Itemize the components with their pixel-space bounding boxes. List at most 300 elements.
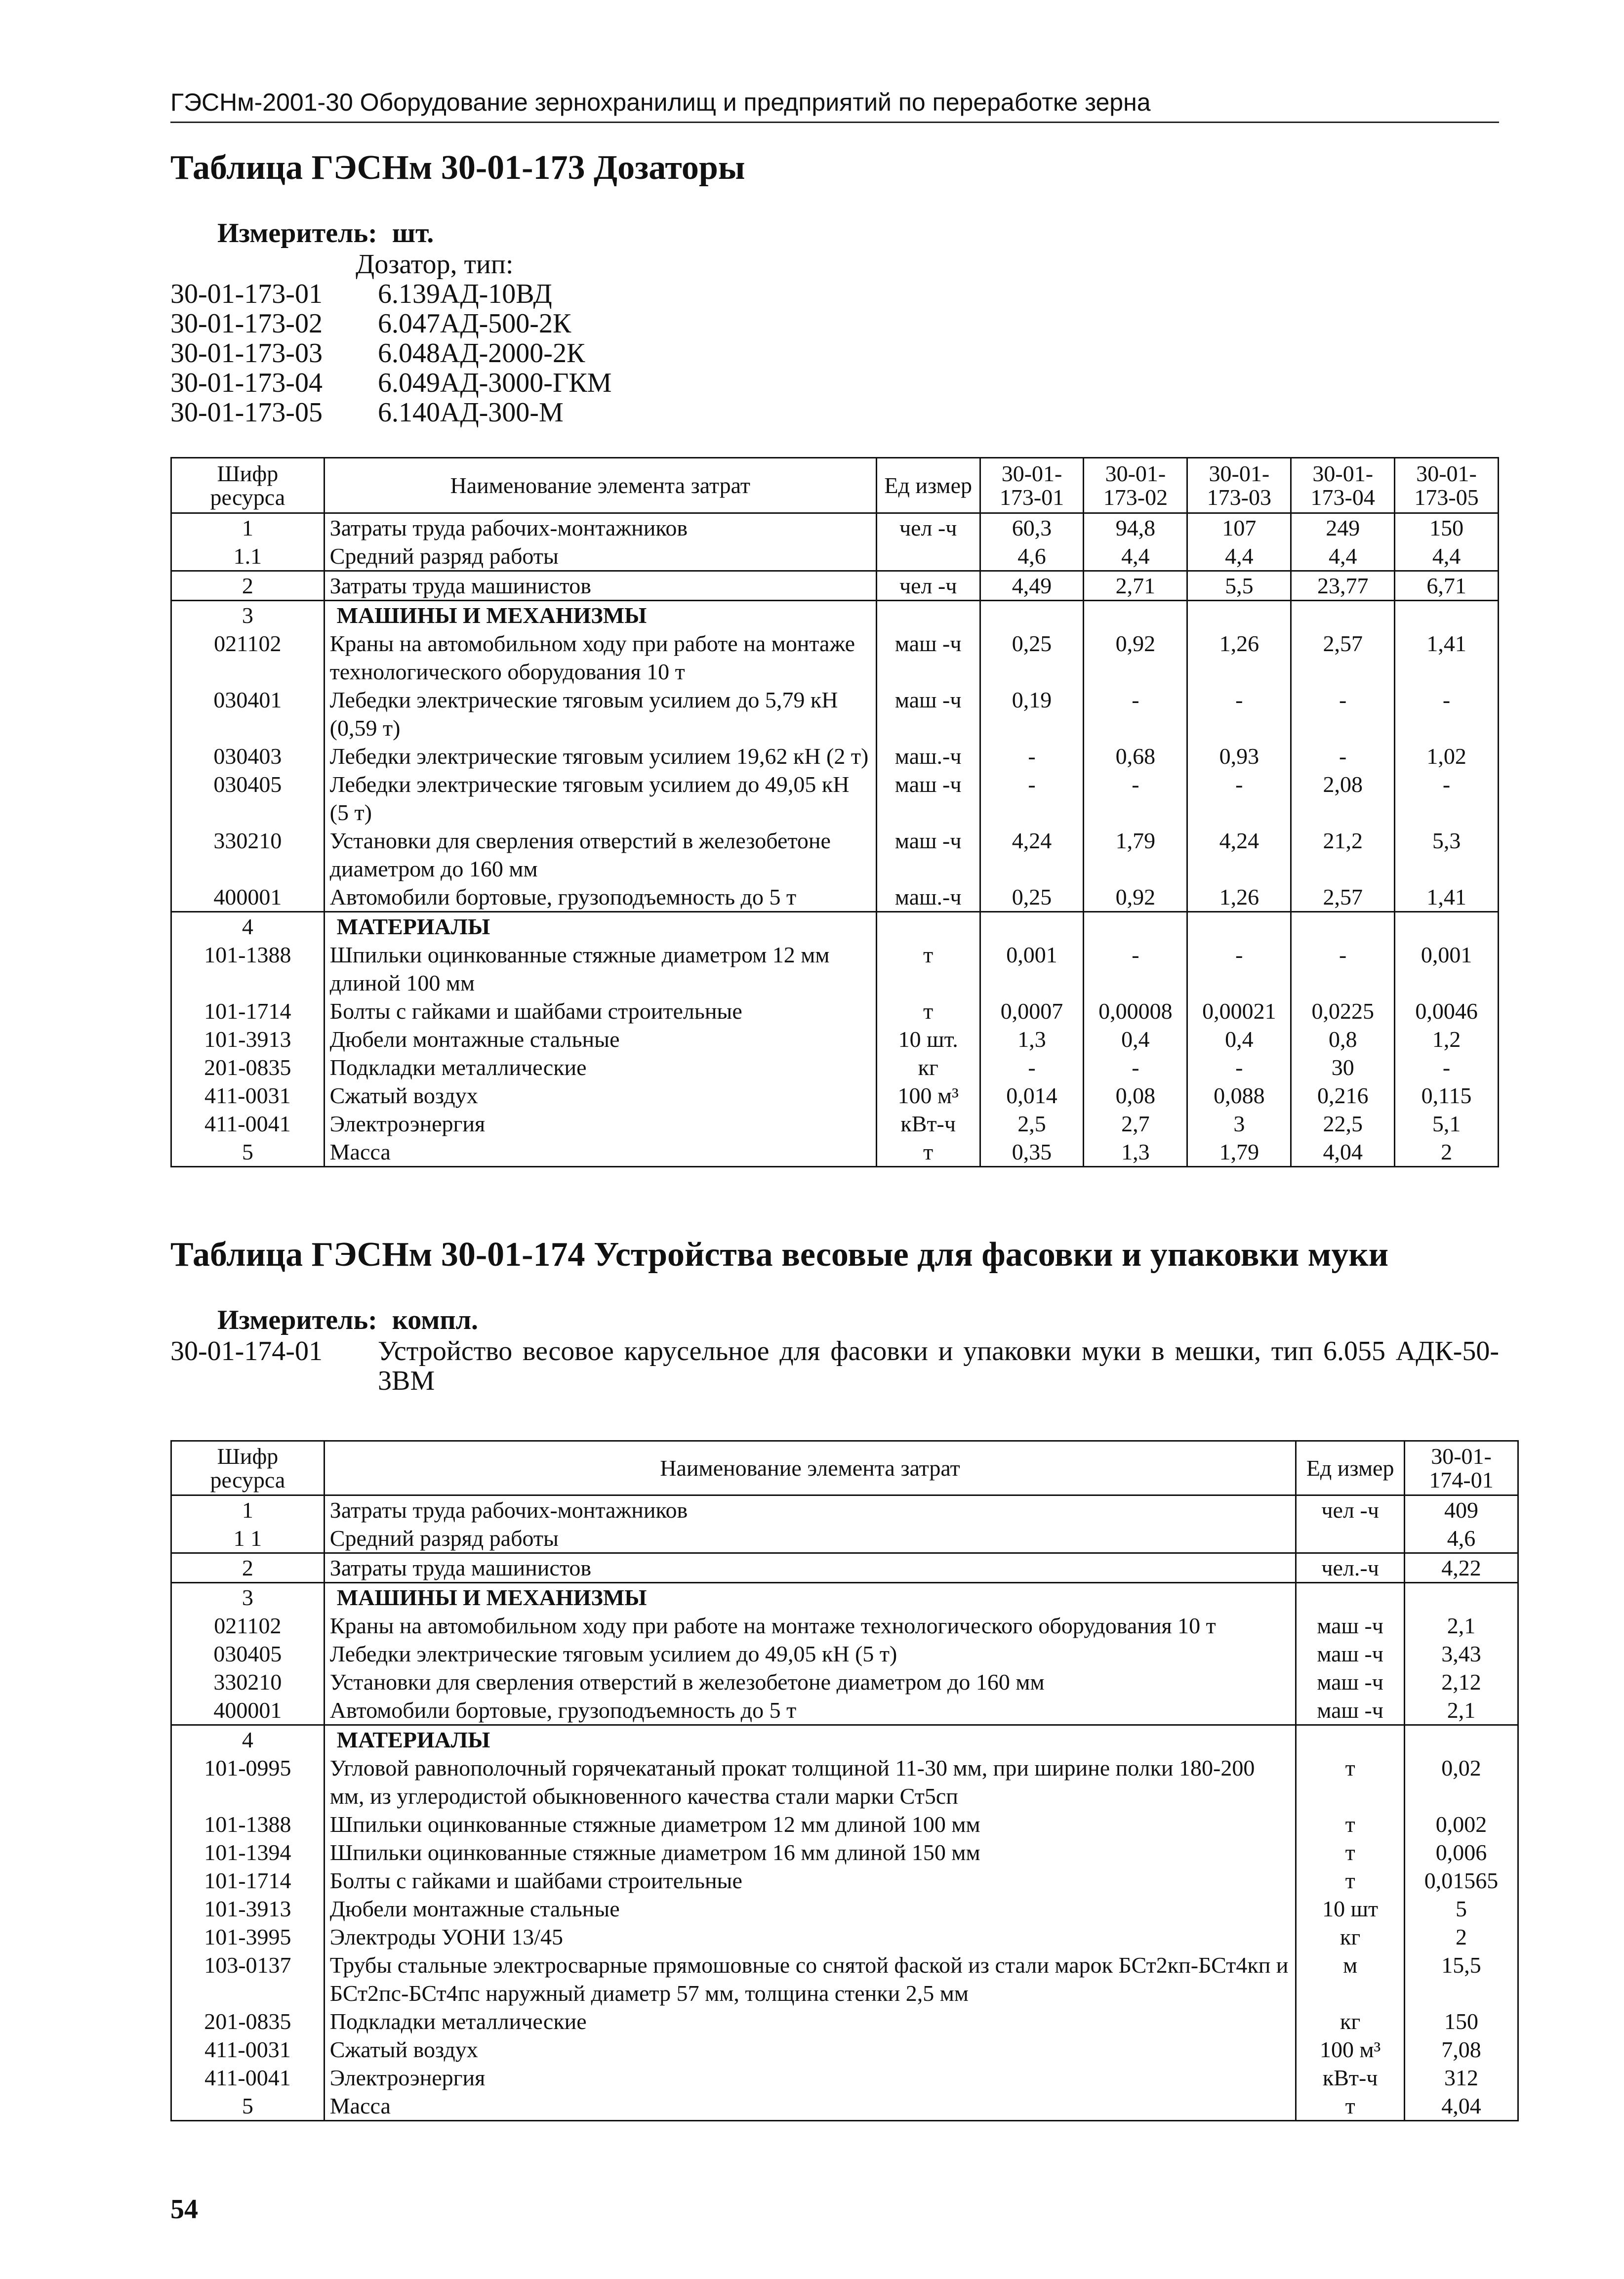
cell-value [980, 601, 1084, 630]
cell-code: 030403 [171, 742, 325, 770]
table-header-row [171, 458, 1499, 513]
cell-value: - [1291, 742, 1395, 770]
col-header-value: 30-01- 173-02 [1084, 458, 1187, 513]
cell-code: 101-3995 [171, 1923, 325, 1951]
cell-name: Шпильки оцинкованные стяжные диаметром 12 мм длиной 100 мм [324, 1810, 1296, 1838]
cell-unit: кг [1296, 1923, 1405, 1951]
cell-code: 201-0835 [171, 1053, 325, 1081]
cell-value: 1,2 [1395, 1025, 1499, 1053]
meter-label: Измеритель: [217, 1305, 377, 1335]
cell-name: Затраты труда рабочих-монтажников [324, 1495, 1296, 1525]
table-row [171, 686, 1499, 742]
cell-value: 2,57 [1291, 629, 1395, 686]
table1-item-list [170, 249, 611, 427]
cell-value: 0,19 [980, 686, 1084, 742]
cell-value: 94,8 [1084, 513, 1187, 542]
cell-unit: маш.-ч [876, 742, 980, 770]
col-header-unit: Ед измер [876, 458, 980, 513]
col-header-code: Шифр ресурса [171, 458, 325, 513]
cell-value: 5,5 [1187, 571, 1291, 601]
cell-code: 030401 [171, 686, 325, 742]
cell-unit: кВт-ч [876, 1110, 980, 1138]
cell-unit: т [1296, 1754, 1405, 1810]
cell-value: 107 [1187, 513, 1291, 542]
cell-code: 101-1394 [171, 1838, 325, 1866]
cell-value: - [980, 770, 1084, 827]
table-row [171, 912, 1499, 941]
cell-value: 0,0225 [1291, 997, 1395, 1025]
table-row [171, 770, 1499, 827]
cell-code: 201-0835 [171, 2007, 325, 2035]
cell-value [1084, 912, 1187, 941]
cell-value: - [1084, 1053, 1187, 1081]
cell-unit: т [1296, 1810, 1405, 1838]
table-row [171, 1583, 1518, 1612]
cell-value: 0,006 [1405, 1838, 1518, 1866]
table-row [171, 1923, 1518, 1951]
table-row [171, 742, 1499, 770]
cell-name: Электроэнергия [324, 1110, 876, 1138]
cell-value: 4,04 [1405, 2092, 1518, 2121]
cell-value [1405, 1725, 1518, 1754]
cell-unit [1296, 1524, 1405, 1553]
item-name: 6.047АД-500-2К [378, 308, 571, 339]
cell-value: 23,77 [1291, 571, 1395, 601]
cell-value: 2 [1405, 1923, 1518, 1951]
table-row [171, 2007, 1518, 2035]
cell-name: Средний разряд работы [324, 1524, 1296, 1553]
cell-value: 0,115 [1395, 1081, 1499, 1110]
cell-name: Затраты труда машинистов [324, 1553, 1296, 1583]
cell-value: 0,92 [1084, 629, 1187, 686]
cell-value [1395, 912, 1499, 941]
item-name: 6.140АД-300-М [378, 397, 564, 428]
table2-item [170, 1336, 1499, 1396]
cell-code: 101-3913 [171, 1025, 325, 1053]
page-number: 54 [170, 2194, 198, 2225]
cell-unit: 100 м³ [1296, 2035, 1405, 2064]
cell-value: - [1395, 770, 1499, 827]
item-code: 30-01-173-05 [170, 397, 323, 428]
cell-value: 1,41 [1395, 629, 1499, 686]
section-heading: МАТЕРИАЛЫ [324, 1725, 1296, 1754]
table-row [171, 1838, 1518, 1866]
cell-name: Угловой равнополочный горячекатаный прокат толщиной 11-30 мм, при ширине полки 180-200 мм, из углеродистой обыкновенного качества стали марки Ст5сп [324, 1754, 1296, 1810]
cell-value: 0,93 [1187, 742, 1291, 770]
cell-unit [876, 601, 980, 630]
list-item [170, 279, 611, 309]
table-row [171, 1696, 1518, 1725]
cell-value: - [1291, 686, 1395, 742]
cell-unit: чел -ч [1296, 1495, 1405, 1525]
cell-value: 6,71 [1395, 571, 1499, 601]
section-heading: МАШИНЫ И МЕХАНИЗМЫ [324, 1583, 1296, 1612]
table-row [171, 1053, 1499, 1081]
cell-unit: маш -ч [876, 686, 980, 742]
cell-value: 4,6 [980, 542, 1084, 571]
cell-value: 1,26 [1187, 629, 1291, 686]
cell-unit: чел -ч [876, 513, 980, 542]
group-label: Дозатор, тип: [356, 249, 514, 280]
col-header-name: Наименование элемента затрат [324, 1441, 1296, 1495]
cell-name: Лебедки электрические тяговым усилием до 49,05 кН (5 т) [324, 770, 876, 827]
cell-value: - [980, 1053, 1084, 1081]
cell-value: 1,41 [1395, 883, 1499, 912]
cell-value [1291, 912, 1395, 941]
cell-code: 021102 [171, 629, 325, 686]
table-row [171, 1725, 1518, 1754]
cell-value [1291, 601, 1395, 630]
cell-value: 0,92 [1084, 883, 1187, 912]
cell-value: - [1395, 686, 1499, 742]
cell-code: 3 [171, 1583, 325, 1612]
cell-code: 330210 [171, 1668, 325, 1696]
cell-code: 330210 [171, 827, 325, 883]
table-row [171, 1081, 1499, 1110]
cell-code: 411-0041 [171, 2064, 325, 2092]
cell-value: 5 [1405, 1895, 1518, 1923]
cell-unit: чел.-ч [1296, 1553, 1405, 1583]
cell-code: 411-0031 [171, 1081, 325, 1110]
cell-unit: м [1296, 1951, 1405, 2007]
table-row [171, 1553, 1518, 1583]
cell-name: Средний разряд работы [324, 542, 876, 571]
cell-value: 4,4 [1395, 542, 1499, 571]
table-row [171, 1138, 1499, 1167]
cell-code: 411-0031 [171, 2035, 325, 2064]
cell-unit [1296, 1583, 1405, 1612]
cell-unit: т [876, 941, 980, 997]
item-name: 6.139АД-10ВД [378, 279, 552, 309]
cell-code: 101-3913 [171, 1895, 325, 1923]
cell-name: Масса [324, 2092, 1296, 2121]
table-row [171, 601, 1499, 630]
cell-value: 4,24 [1187, 827, 1291, 883]
cell-value: 4,6 [1405, 1524, 1518, 1553]
cell-code: 101-1714 [171, 1866, 325, 1895]
cell-name: Сжатый воздух [324, 2035, 1296, 2064]
cell-name: Электроэнергия [324, 2064, 1296, 2092]
cell-unit: т [1296, 1866, 1405, 1895]
cell-value: 21,2 [1291, 827, 1395, 883]
cell-value [1187, 601, 1291, 630]
cell-value: 60,3 [980, 513, 1084, 542]
section-heading: МАТЕРИАЛЫ [324, 912, 876, 941]
cell-value: 2,57 [1291, 883, 1395, 912]
cell-value: 0,01565 [1405, 1866, 1518, 1895]
cell-code: 1 1 [171, 1524, 325, 1553]
cell-unit: маш -ч [1296, 1696, 1405, 1725]
cell-name: Шпильки оцинкованные стяжные диаметром 12 мм длиной 100 мм [324, 941, 876, 997]
cell-name: Сжатый воздух [324, 1081, 876, 1110]
cell-value: 0,68 [1084, 742, 1187, 770]
cell-value: 4,49 [980, 571, 1084, 601]
table-row [171, 2092, 1518, 2121]
cell-value: 150 [1395, 513, 1499, 542]
col-header-value: 30-01- 173-01 [980, 458, 1084, 513]
meter-value: компл. [392, 1305, 479, 1335]
cell-value: - [980, 742, 1084, 770]
cell-name: Трубы стальные электросварные прямошовные со снятой фаской из стали марок БСт2кп-БСт4кп и БСт2пс-БСт4пс наружный диаметр 57 мм, толщина стенки 2,5 мм [324, 1951, 1296, 2007]
cell-value: - [1187, 686, 1291, 742]
cell-name: Подкладки металлические [324, 1053, 876, 1081]
cell-code: 030405 [171, 1640, 325, 1668]
cell-unit: маш -ч [876, 770, 980, 827]
col-header-unit: Ед измер [1296, 1441, 1405, 1495]
cell-value: 5,3 [1395, 827, 1499, 883]
cell-value: 312 [1405, 2064, 1518, 2092]
running-header: ГЭСНм-2001-30 Оборудование зернохранилищ и предприятий по переработке зерна [170, 88, 1499, 123]
table1-grid [170, 457, 1499, 1167]
cell-code: 1 [171, 1495, 325, 1525]
cell-value: 1,79 [1187, 1138, 1291, 1167]
cell-value: 0,001 [1395, 941, 1499, 997]
cell-unit: 10 шт [1296, 1895, 1405, 1923]
col-header-value: 30-01- 174-01 [1405, 1441, 1518, 1495]
item-name: 6.049АД-3000-ГКМ [378, 368, 612, 398]
table-row [171, 941, 1499, 997]
item-code: 30-01-174-01 [170, 1336, 323, 1367]
cell-unit [1296, 1725, 1405, 1754]
table1-title: Таблица ГЭСНм 30-01-173 Дозаторы [170, 149, 745, 187]
cell-value: 0,02 [1405, 1754, 1518, 1810]
cell-code: 3 [171, 601, 325, 630]
table2-meter [217, 1304, 478, 1336]
cell-value: 1,79 [1084, 827, 1187, 883]
table-row [171, 513, 1499, 542]
list-item [170, 398, 611, 427]
item-code: 30-01-173-02 [170, 308, 323, 339]
cell-value: 0,4 [1187, 1025, 1291, 1053]
cell-unit: маш -ч [1296, 1612, 1405, 1640]
cell-value: 1,02 [1395, 742, 1499, 770]
table-row [171, 629, 1499, 686]
cell-value: - [1395, 1053, 1499, 1081]
cell-value: 1,26 [1187, 883, 1291, 912]
cell-name: Установки для сверления отверстий в железобетоне диаметром до 160 мм [324, 1668, 1296, 1696]
cell-name: Затраты труда рабочих-монтажников [324, 513, 876, 542]
cell-unit: кг [1296, 2007, 1405, 2035]
cell-value: 0,00021 [1187, 997, 1291, 1025]
table-row [171, 2064, 1518, 2092]
cell-code: 2 [171, 1553, 325, 1583]
cell-value: - [1084, 770, 1187, 827]
cell-value: 4,04 [1291, 1138, 1395, 1167]
cell-unit: маш -ч [876, 827, 980, 883]
cell-code: 101-1388 [171, 941, 325, 997]
cell-value: 0,35 [980, 1138, 1084, 1167]
table-row [171, 1754, 1518, 1810]
cell-value [1395, 601, 1499, 630]
cell-code: 4 [171, 912, 325, 941]
table2-title: Таблица ГЭСНм 30-01-174 Устройства весовые для фасовки и упаковки муки [170, 1236, 1389, 1274]
cell-unit: т [876, 1138, 980, 1167]
cell-unit: т [1296, 2092, 1405, 2121]
item-code: 30-01-173-03 [170, 338, 323, 369]
cell-code: 021102 [171, 1612, 325, 1640]
table-row [171, 1866, 1518, 1895]
cell-value: 0,00008 [1084, 997, 1187, 1025]
cell-code: 101-0995 [171, 1754, 325, 1810]
col-header-value: 30-01- 173-05 [1395, 458, 1499, 513]
table-row [171, 2035, 1518, 2064]
cell-name: Шпильки оцинкованные стяжные диаметром 16 мм длиной 150 мм [324, 1838, 1296, 1866]
table-row [171, 1110, 1499, 1138]
cell-value: 2,5 [980, 1110, 1084, 1138]
table-row [171, 997, 1499, 1025]
cell-value [1405, 1583, 1518, 1612]
cell-unit [876, 912, 980, 941]
cell-value: 4,4 [1187, 542, 1291, 571]
table-row [171, 1495, 1518, 1525]
table-row [171, 542, 1499, 571]
cell-value: 4,22 [1405, 1553, 1518, 1583]
cell-name: Болты с гайками и шайбами строительные [324, 1866, 1296, 1895]
cell-unit: 100 м³ [876, 1081, 980, 1110]
cell-code: 101-1388 [171, 1810, 325, 1838]
cell-name: Автомобили бортовые, грузоподъемность до 5 т [324, 1696, 1296, 1725]
col-header-value: 30-01- 173-03 [1187, 458, 1291, 513]
cell-value [980, 912, 1084, 941]
cell-unit: 10 шт. [876, 1025, 980, 1053]
cell-value: 7,08 [1405, 2035, 1518, 2064]
cell-value: 15,5 [1405, 1951, 1518, 2007]
cell-value: - [1187, 770, 1291, 827]
cell-value: 2,7 [1084, 1110, 1187, 1138]
cell-code: 103-0137 [171, 1951, 325, 2007]
table-row [171, 571, 1499, 601]
cell-code: 400001 [171, 883, 325, 912]
cell-value: 0,08 [1084, 1081, 1187, 1110]
item-name: Устройство весовое карусельное для фасовки и упаковки муки в мешки, тип 6.055 АДК-50-3ВМ [378, 1336, 1499, 1396]
cell-name: Лебедки электрические тяговым усилием до 5,79 кН (0,59 т) [324, 686, 876, 742]
cell-value: 2,12 [1405, 1668, 1518, 1696]
cell-value: 0,0046 [1395, 997, 1499, 1025]
cell-value: 0,0007 [980, 997, 1084, 1025]
cell-value: 4,4 [1291, 542, 1395, 571]
cell-value: 5,1 [1395, 1110, 1499, 1138]
cell-value: 4,4 [1084, 542, 1187, 571]
cell-value: 0,002 [1405, 1810, 1518, 1838]
cell-name: Установки для сверления отверстий в железобетоне диаметром до 160 мм [324, 827, 876, 883]
cell-value: 3 [1187, 1110, 1291, 1138]
cell-code: 2 [171, 571, 325, 601]
cell-code: 1.1 [171, 542, 325, 571]
cell-value: 409 [1405, 1495, 1518, 1525]
list-item [170, 338, 611, 368]
cell-name: Дюбели монтажные стальные [324, 1895, 1296, 1923]
cell-code: 1 [171, 513, 325, 542]
cell-value [1084, 601, 1187, 630]
cell-unit: т [876, 997, 980, 1025]
cell-value: 0,4 [1084, 1025, 1187, 1053]
cell-code: 400001 [171, 1696, 325, 1725]
cell-unit: маш -ч [876, 629, 980, 686]
cell-name: Дюбели монтажные стальные [324, 1025, 876, 1053]
cell-value: 0,8 [1291, 1025, 1395, 1053]
cell-name: Электроды УОНИ 13/45 [324, 1923, 1296, 1951]
cell-name: Подкладки металлические [324, 2007, 1296, 2035]
item-name: 6.048АД-2000-2К [378, 338, 585, 369]
list-item [170, 309, 611, 338]
cell-code: 030405 [171, 770, 325, 827]
cell-value: 0,014 [980, 1081, 1084, 1110]
cell-value: 30 [1291, 1053, 1395, 1081]
cell-code: 101-1714 [171, 997, 325, 1025]
table-row [171, 1810, 1518, 1838]
cell-name: Автомобили бортовые, грузоподъемность до 5 т [324, 883, 876, 912]
table-row [171, 1612, 1518, 1640]
cell-value: 2,08 [1291, 770, 1395, 827]
cell-code: 5 [171, 1138, 325, 1167]
cell-value: 2,1 [1405, 1612, 1518, 1640]
cell-unit: т [1296, 1838, 1405, 1866]
cell-value: 1,3 [1084, 1138, 1187, 1167]
cell-value: 249 [1291, 513, 1395, 542]
col-header-value: 30-01- 173-04 [1291, 458, 1395, 513]
table-row [171, 1025, 1499, 1053]
cell-code: 5 [171, 2092, 325, 2121]
cell-unit: маш -ч [1296, 1668, 1405, 1696]
cell-value: 22,5 [1291, 1110, 1395, 1138]
cell-name: Краны на автомобильном ходу при работе на монтаже технологического оборудования 10 т [324, 629, 876, 686]
cell-value: 2,71 [1084, 571, 1187, 601]
cell-unit: кг [876, 1053, 980, 1081]
cell-value: 0,216 [1291, 1081, 1395, 1110]
cell-value: 0,088 [1187, 1081, 1291, 1110]
cell-value: 0,001 [980, 941, 1084, 997]
cell-value: 0,25 [980, 883, 1084, 912]
table-row [171, 1895, 1518, 1923]
meter-value: шт. [392, 218, 434, 249]
cell-unit: чел -ч [876, 571, 980, 601]
cell-name: Лебедки электрические тяговым усилием 19,62 кН (2 т) [324, 742, 876, 770]
table-row [171, 1951, 1518, 2007]
cell-code: 411-0041 [171, 1110, 325, 1138]
cell-value: - [1084, 941, 1187, 997]
item-code: 30-01-173-04 [170, 368, 323, 398]
cell-unit [876, 542, 980, 571]
col-header-code: Шифр ресурса [171, 1441, 325, 1495]
cell-name: Болты с гайками и шайбами строительные [324, 997, 876, 1025]
cell-unit: кВт-ч [1296, 2064, 1405, 2092]
cell-value: 1,3 [980, 1025, 1084, 1053]
cell-code: 4 [171, 1725, 325, 1754]
cell-value: - [1187, 1053, 1291, 1081]
cell-name: Краны на автомобильном ходу при работе на монтаже технологического оборудования 10 т [324, 1612, 1296, 1640]
cell-unit: маш -ч [1296, 1640, 1405, 1668]
table-row [171, 1668, 1518, 1696]
cell-value: 4,24 [980, 827, 1084, 883]
cell-unit: маш.-ч [876, 883, 980, 912]
cell-value: - [1187, 941, 1291, 997]
table-row [171, 827, 1499, 883]
cell-value: - [1084, 686, 1187, 742]
cell-value: - [1291, 941, 1395, 997]
table2-grid [170, 1440, 1519, 2121]
table-row [171, 883, 1499, 912]
meter-label: Измеритель: [217, 218, 377, 249]
list-item [170, 368, 611, 398]
cell-value: 3,43 [1405, 1640, 1518, 1668]
cell-value: 2 [1395, 1138, 1499, 1167]
cell-value [1187, 912, 1291, 941]
table-header-row [171, 1441, 1518, 1495]
table-row [171, 1640, 1518, 1668]
cell-value: 0,25 [980, 629, 1084, 686]
section-heading: МАШИНЫ И МЕХАНИЗМЫ [324, 601, 876, 630]
item-code: 30-01-173-01 [170, 279, 323, 309]
